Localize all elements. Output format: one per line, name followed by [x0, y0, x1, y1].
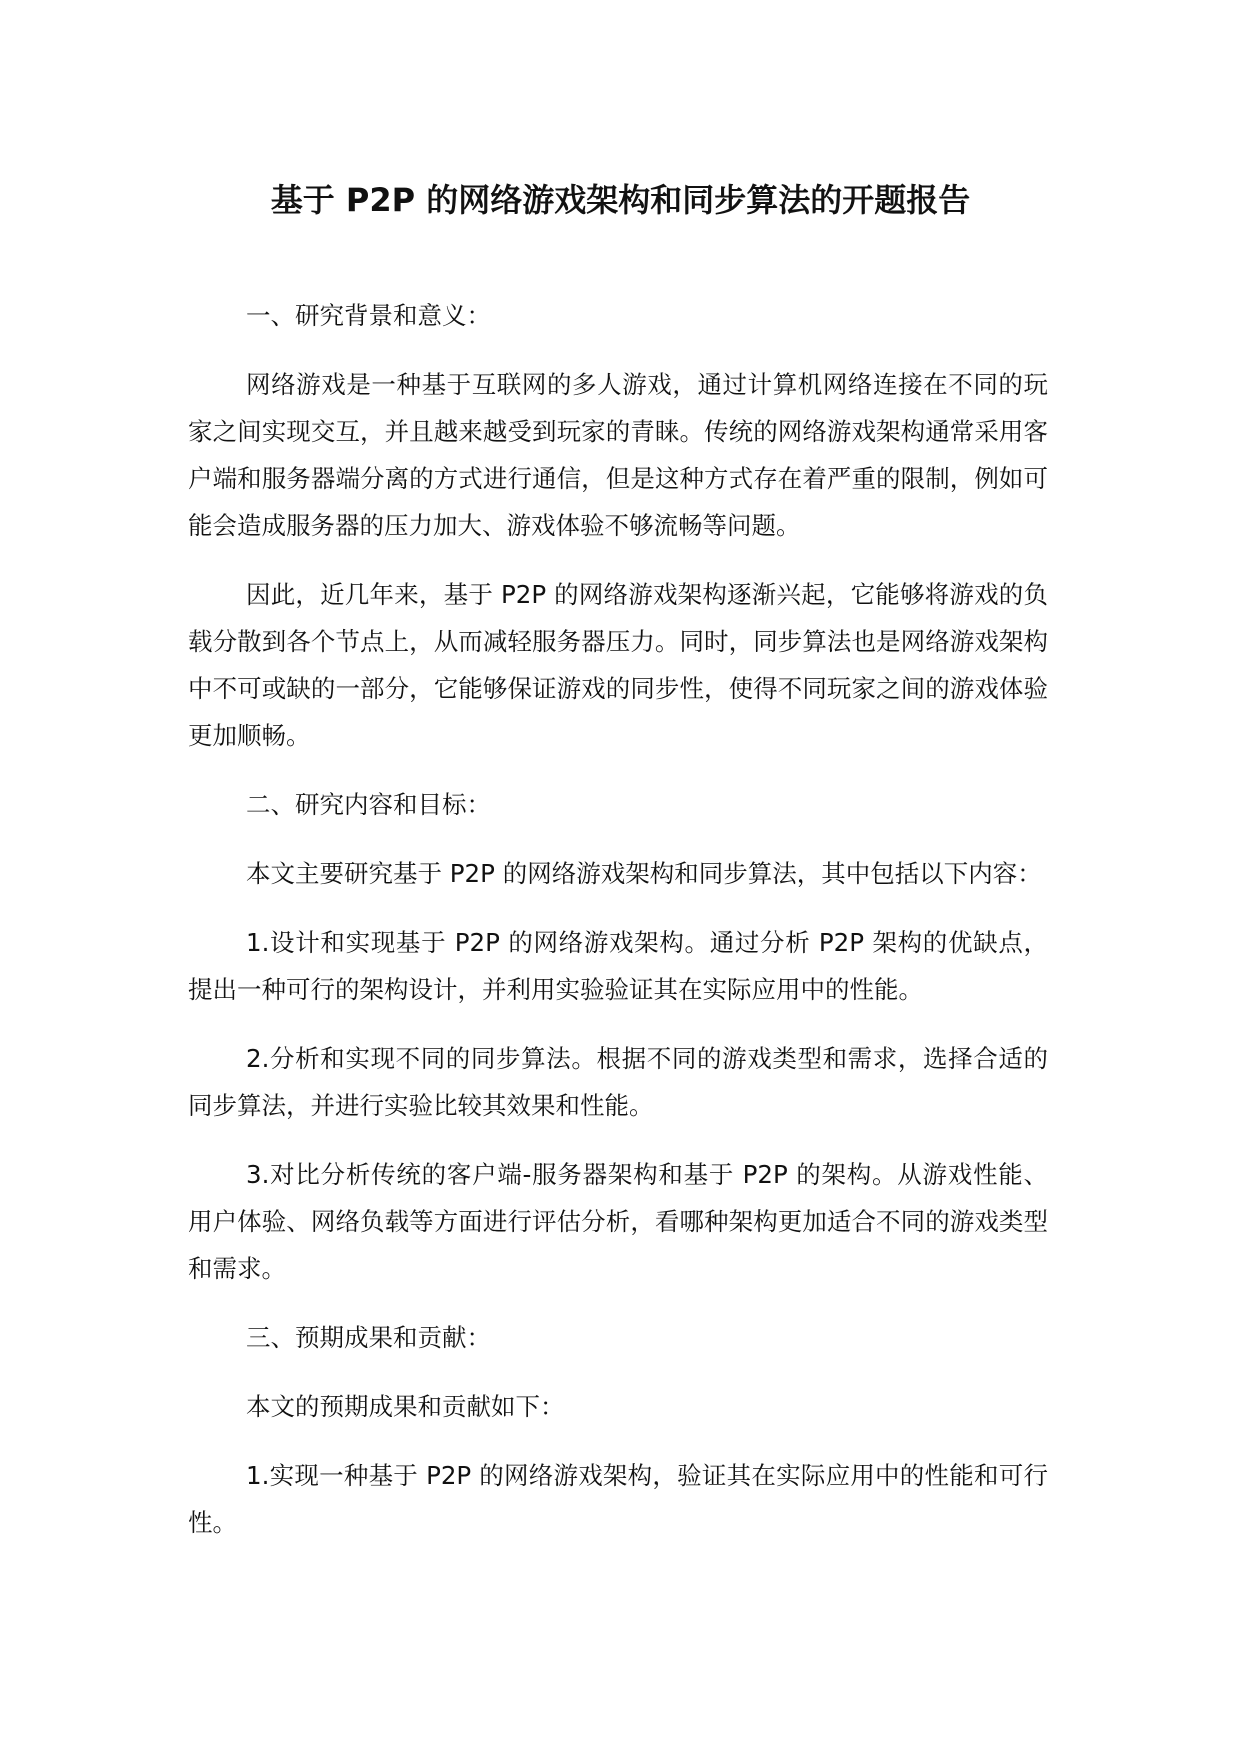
section-heading-background: 一、研究背景和意义：	[246, 301, 491, 330]
page-title: 基于 P2P 的网络游戏架构和同步算法的开题报告	[270, 181, 971, 219]
section-heading-expected-results: 三、预期成果和贡献：	[246, 1323, 491, 1352]
list-item: 3.对比分析传统的客户端-服务器架构和基于 P2P 的架构。从游戏性能、用户体验、网络负载等方面进行评估分析，看哪种架构更加适合不同的游戏类型和需求。	[188, 1160, 1048, 1283]
document-body	[188, 292, 1048, 1568]
list-item: 1.实现一种基于 P2P 的网络游戏架构，验证其在实际应用中的性能和可行性。	[188, 1461, 1048, 1537]
paragraph: 本文的预期成果和贡献如下：	[246, 1392, 565, 1421]
paragraph: 因此，近几年来，基于 P2P 的网络游戏架构逐渐兴起，它能够将游戏的负载分散到各个节点上，从而减轻服务器压力。同时，同步算法也是网络游戏架构中不可或缺的一部分，它能够保证游戏的同步性，使得不同玩家之间的游戏体验更加顺畅。	[188, 580, 1048, 750]
paragraph: 网络游戏是一种基于互联网的多人游戏，通过计算机网络连接在不同的玩家之间实现交互，并且越来越受到玩家的青睐。传统的网络游戏架构通常采用客户端和服务器端分离的方式进行通信，但是这种方式存在着严重的限制，例如可能会造成服务器的压力加大、游戏体验不够流畅等问题。	[188, 370, 1048, 540]
section-heading-content-goals: 二、研究内容和目标：	[246, 790, 491, 819]
paragraph: 本文主要研究基于 P2P 的网络游戏架构和同步算法，其中包括以下内容：	[246, 859, 1042, 888]
list-item: 2.分析和实现不同的同步算法。根据不同的游戏类型和需求，选择合适的同步算法，并进行实验比较其效果和性能。	[188, 1044, 1048, 1120]
list-item: 1.设计和实现基于 P2P 的网络游戏架构。通过分析 P2P 架构的优缺点，提出一种可行的架构设计，并利用实验验证其在实际应用中的性能。	[188, 928, 1048, 1004]
